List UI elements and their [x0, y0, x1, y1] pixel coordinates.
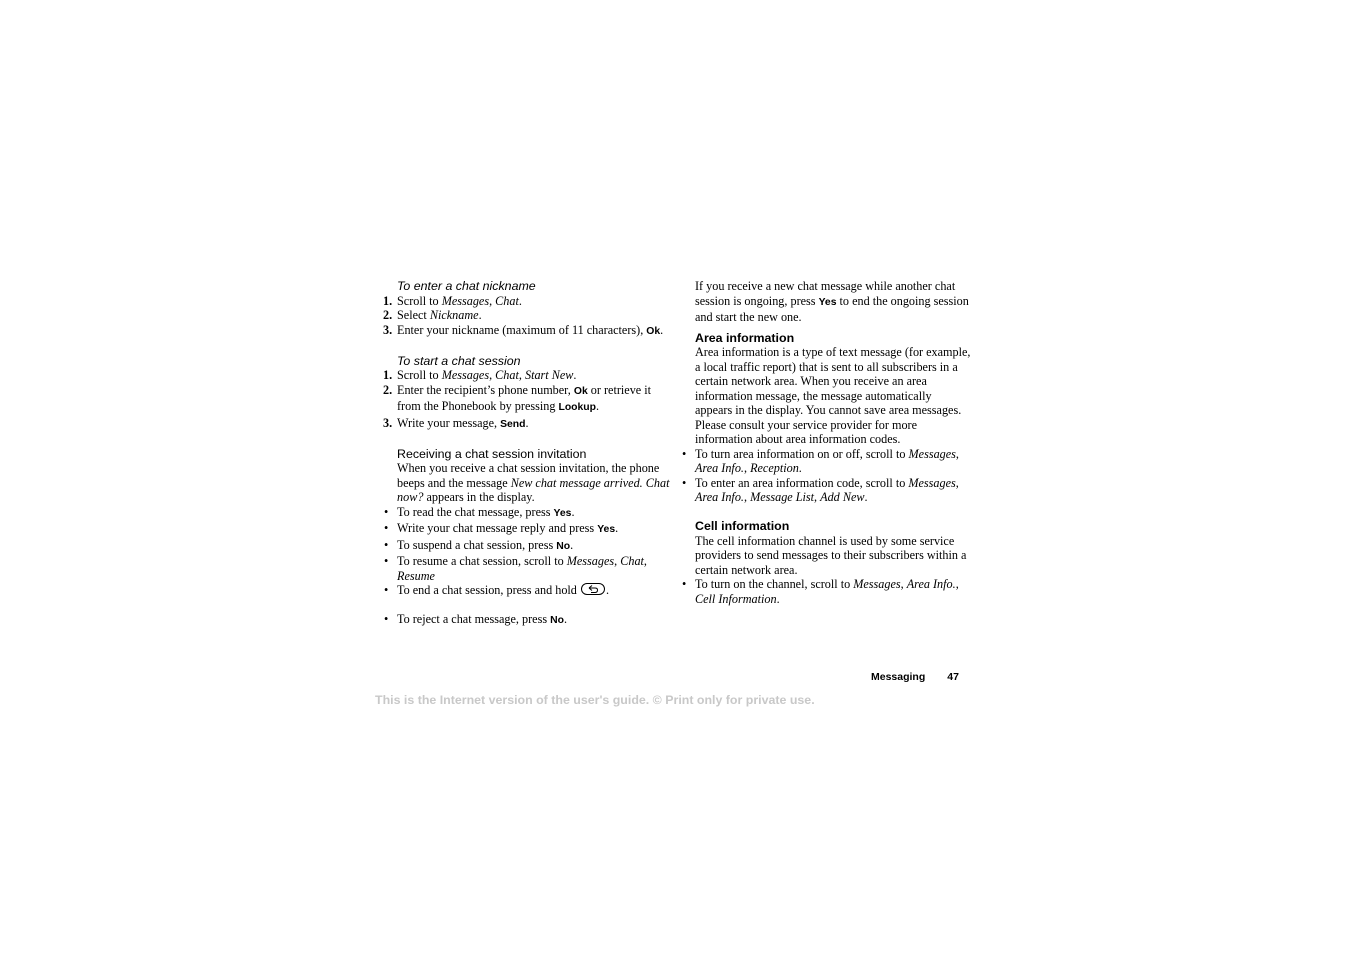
step-item: 1. Scroll to Messages, Chat. — [383, 293, 522, 308]
key-label: No — [550, 615, 564, 626]
key-label: Yes — [553, 507, 572, 519]
list-item: • To read the chat message, press Yes. — [384, 504, 575, 519]
list-item: • To suspend a chat session, press No. — [384, 537, 574, 552]
right-column — [681, 279, 971, 606]
list-item: • To turn area information on or off, scroll to Messages, Area Info., Reception. — [682, 446, 959, 475]
list-item: • To reject a chat message, press No. — [384, 612, 568, 626]
internet-version-notice: This is the Internet version of the user's guide. © Print only for private use. — [375, 693, 815, 707]
heading-invitation: Receiving a chat session invitation — [397, 446, 587, 461]
page-number: 47 — [947, 671, 959, 683]
list-item: • To enter an area information code, scroll to Messages, Area Info., Message List, Add New. — [682, 475, 959, 504]
step-item: 3. Enter your nickname (maximum of 11 characters), Ok. — [383, 322, 664, 337]
key-label: Send — [500, 418, 526, 430]
left-column — [383, 279, 673, 629]
invitation-intro: When you receive a chat session invitation, the phone beeps and the message New chat message arrived. Chat now? appears in the display. — [397, 461, 670, 504]
key-label: Ok — [646, 325, 661, 337]
list-item: • Write your chat message reply and press Yes. — [384, 521, 619, 535]
back-key-icon — [581, 583, 605, 595]
list-item: • To end a chat session, press and hold . — [384, 583, 609, 597]
cell-information-paragraph: The cell information channel is used by some service providers to send messages to their subscribers within a certain network area. — [695, 533, 967, 577]
chat-ongoing-paragraph: If you receive a new chat message while another chat session is ongoing, press Yes to end the ongoing session and start the new one. — [695, 279, 969, 324]
heading-area-information: Area information — [695, 330, 795, 345]
heading-chat-nickname: To enter a chat nickname — [397, 279, 536, 293]
heading-chat-session: To start a chat session — [397, 353, 521, 368]
step-item: 2. Enter the recipient’s phone number, Ok or retrieve it from the Phonebook by pressing Lookup. — [383, 382, 652, 413]
heading-cell-information: Cell information — [695, 519, 790, 533]
step-item: 3. Write your message, Send. — [383, 415, 529, 430]
key-label: Lookup — [558, 402, 596, 413]
footer-section-name: Messaging — [871, 671, 926, 683]
step-item: 1. Scroll to Messages, Chat, Start New. — [383, 368, 577, 382]
key-label: Yes — [818, 296, 837, 308]
key-label: No — [556, 540, 571, 552]
list-item: • To resume a chat session, scroll to Messages, Chat, Resume — [384, 554, 647, 583]
page-footer — [871, 671, 959, 683]
list-item: • To turn on the channel, scroll to Messages, Area Info., Cell Information. — [682, 577, 959, 606]
step-item: 2. Select Nickname. — [383, 308, 482, 322]
key-label: Ok — [573, 385, 588, 397]
area-information-paragraph: Area information is a type of text message (for example, a local traffic report) that is sent to all subscribers in a certain network area. When you receive an area information message, the message automatically appears in the display. You cannot save area messages. Please consult your service provider for more information about area information codes. — [695, 345, 971, 446]
key-label: Yes — [597, 524, 616, 535]
